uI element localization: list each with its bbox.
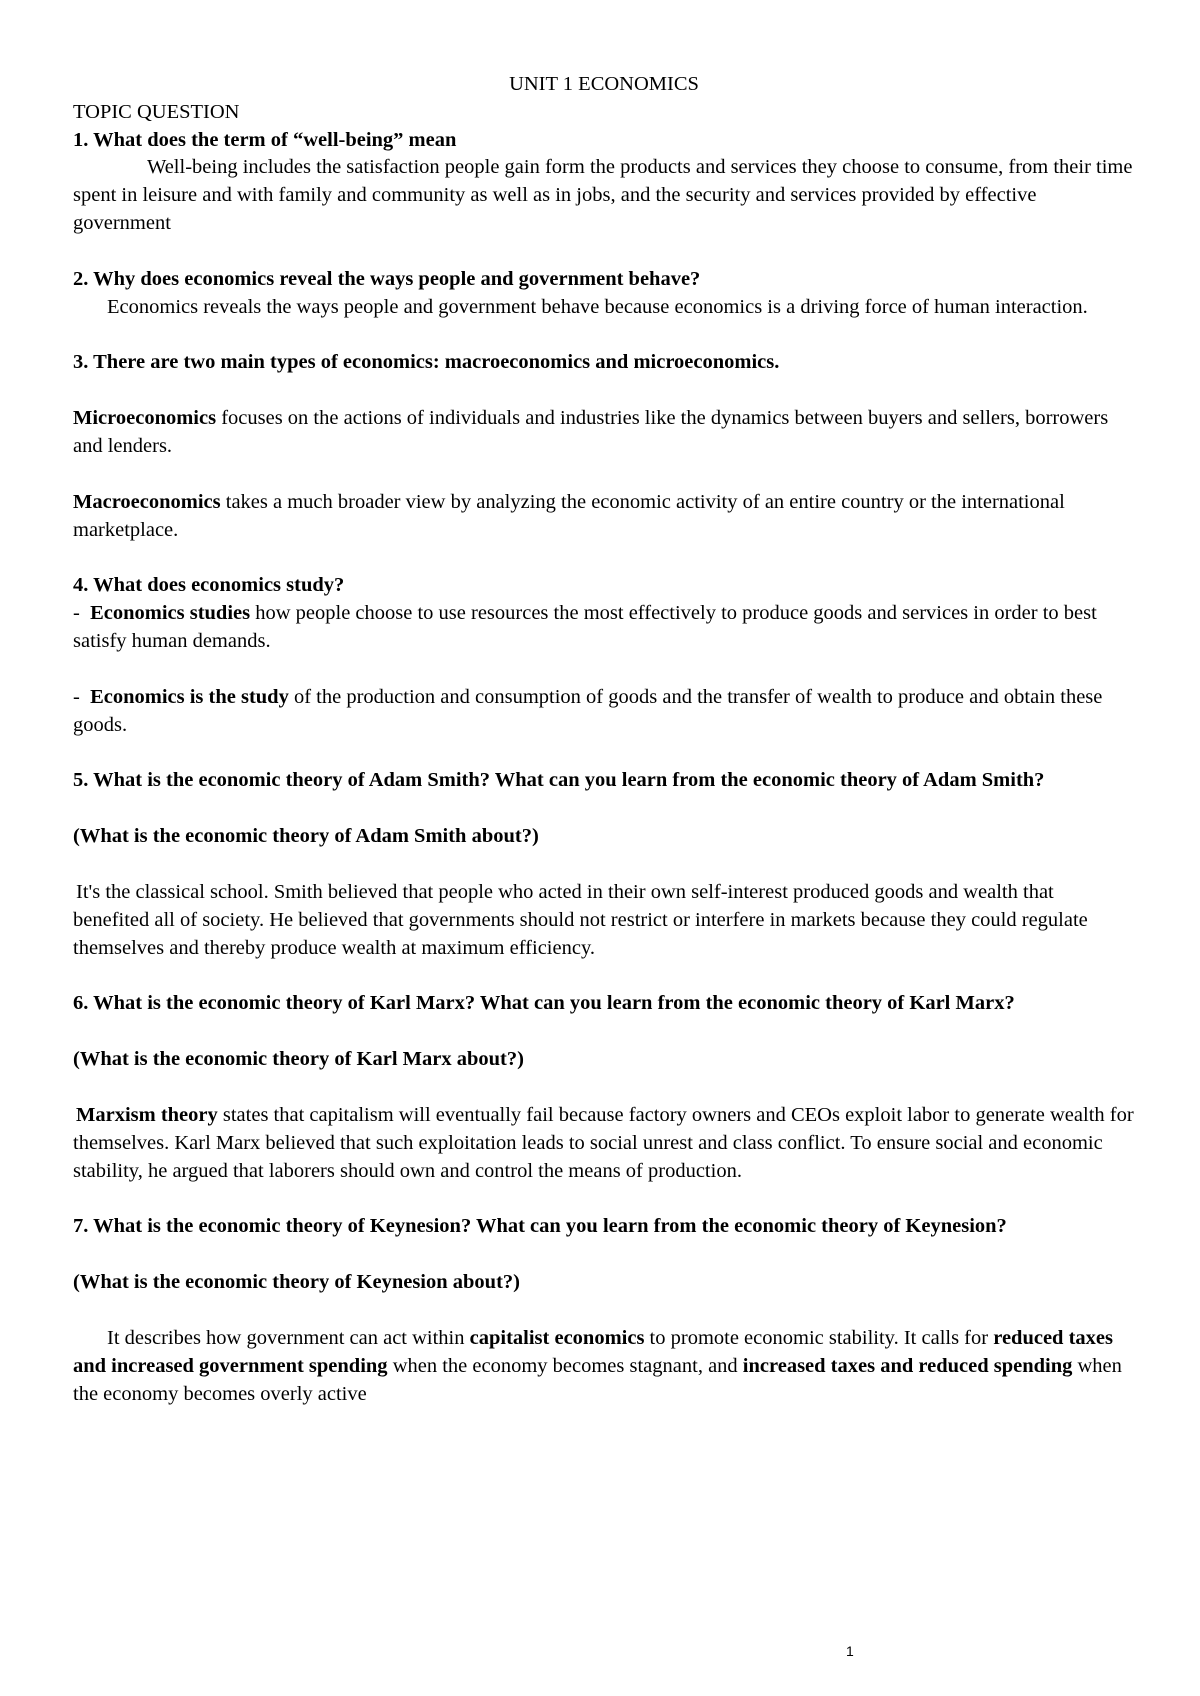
answer-7-bold-1: capitalist economics xyxy=(469,1326,645,1349)
answer-4-item-1 xyxy=(73,600,1135,656)
answer-6-term: Marxism theory xyxy=(76,1103,218,1126)
question-2: 2. Why does economics reveal the ways people and government behave? xyxy=(73,267,701,290)
answer-7-part-2: to promote economic stability. It calls for xyxy=(644,1326,994,1349)
section-heading: TOPIC QUESTION xyxy=(73,100,240,123)
question-7-sub: (What is the economic theory of Keynesion about?) xyxy=(73,1271,520,1294)
answer-7 xyxy=(73,1325,1135,1408)
answer-4-item-2 xyxy=(73,684,1135,740)
bullet-dash: - xyxy=(73,602,91,625)
document-body xyxy=(73,71,1135,1408)
question-4: 4. What does economics study? xyxy=(73,574,345,597)
answer-4-item-2-term: Economics is the study xyxy=(90,685,289,708)
question-5-sub: (What is the economic theory of Adam Smith about?) xyxy=(73,825,539,848)
answer-5: It's the classical school. Smith believed that people who acted in their own self-interest produced goods and wealth that benefited all of society. He believed that governments should not restrict or interfere in markets because they could regulate themselves and thereby produce wealth at maximum efficiency. xyxy=(73,880,1088,959)
page-number: 1 xyxy=(846,1643,854,1659)
question-6: 6. What is the economic theory of Karl Marx? What can you learn from the economic theory of Karl Marx? xyxy=(73,992,1015,1015)
answer-7-part-3: when the economy becomes stagnant, and xyxy=(387,1354,743,1377)
answer-1: Well-being includes the satisfaction people gain form the products and services they choose to consume, from their time spent in leisure and with family and community as well as in jobs, and the security and services provided by effective government xyxy=(73,156,1133,234)
answer-4-item-2-text: of the production and consumption of goods and the transfer of wealth to produce and obtain these goods. xyxy=(73,685,1103,736)
answer-4-item-1-text: how people choose to use resources the most effectively to produce goods and services in order to best satisfy human demands. xyxy=(73,602,1097,652)
question-3: 3. There are two main types of economics: macroeconomics and microeconomics. xyxy=(73,351,780,374)
question-6-sub: (What is the economic theory of Karl Marx about?) xyxy=(73,1048,524,1071)
answer-7-part-4: when the economy becomes overly active xyxy=(73,1354,1122,1405)
microeconomics-text: focuses on the actions of individuals and industries like the dynamics between buyers and sellers, borrowers and lenders. xyxy=(73,407,1109,457)
macroeconomics-term: Macroeconomics xyxy=(73,490,221,513)
microeconomics-paragraph xyxy=(73,405,1135,461)
answer-7-bold-2: reduced taxes and increased government spending xyxy=(73,1326,1113,1377)
bullet-dash: - xyxy=(73,685,91,708)
answer-6 xyxy=(73,1102,1135,1185)
question-5: 5. What is the economic theory of Adam Smith? What can you learn from the economic theory of Adam Smith? xyxy=(73,769,1045,792)
answer-4-item-1-term: Economics studies xyxy=(90,602,251,625)
question-1: 1. What does the term of “well-being” mean xyxy=(73,128,457,151)
macroeconomics-paragraph xyxy=(73,489,1135,545)
answer-6-text: states that capitalism will eventually fail because factory owners and CEOs exploit labor to generate wealth for themselves. Karl Marx believed that such exploitation leads to social unrest and class conflict. To ensure social and economic stability, he argued that laborers should own and control the means of production. xyxy=(73,1103,1134,1182)
document-title: UNIT 1 ECONOMICS xyxy=(509,73,699,95)
answer-7-part-1: It describes how government can act within xyxy=(107,1326,470,1349)
question-7: 7. What is the economic theory of Keynesion? What can you learn from the economic theory of Keynesion? xyxy=(73,1215,1007,1238)
macroeconomics-text: takes a much broader view by analyzing the economic activity of an entire country or the international marketplace. xyxy=(73,490,1065,541)
microeconomics-term: Microeconomics xyxy=(73,407,217,430)
answer-2: Economics reveals the ways people and government behave because economics is a driving force of human interaction. xyxy=(107,295,1088,318)
answer-7-bold-3: increased taxes and reduced spending xyxy=(742,1354,1073,1377)
